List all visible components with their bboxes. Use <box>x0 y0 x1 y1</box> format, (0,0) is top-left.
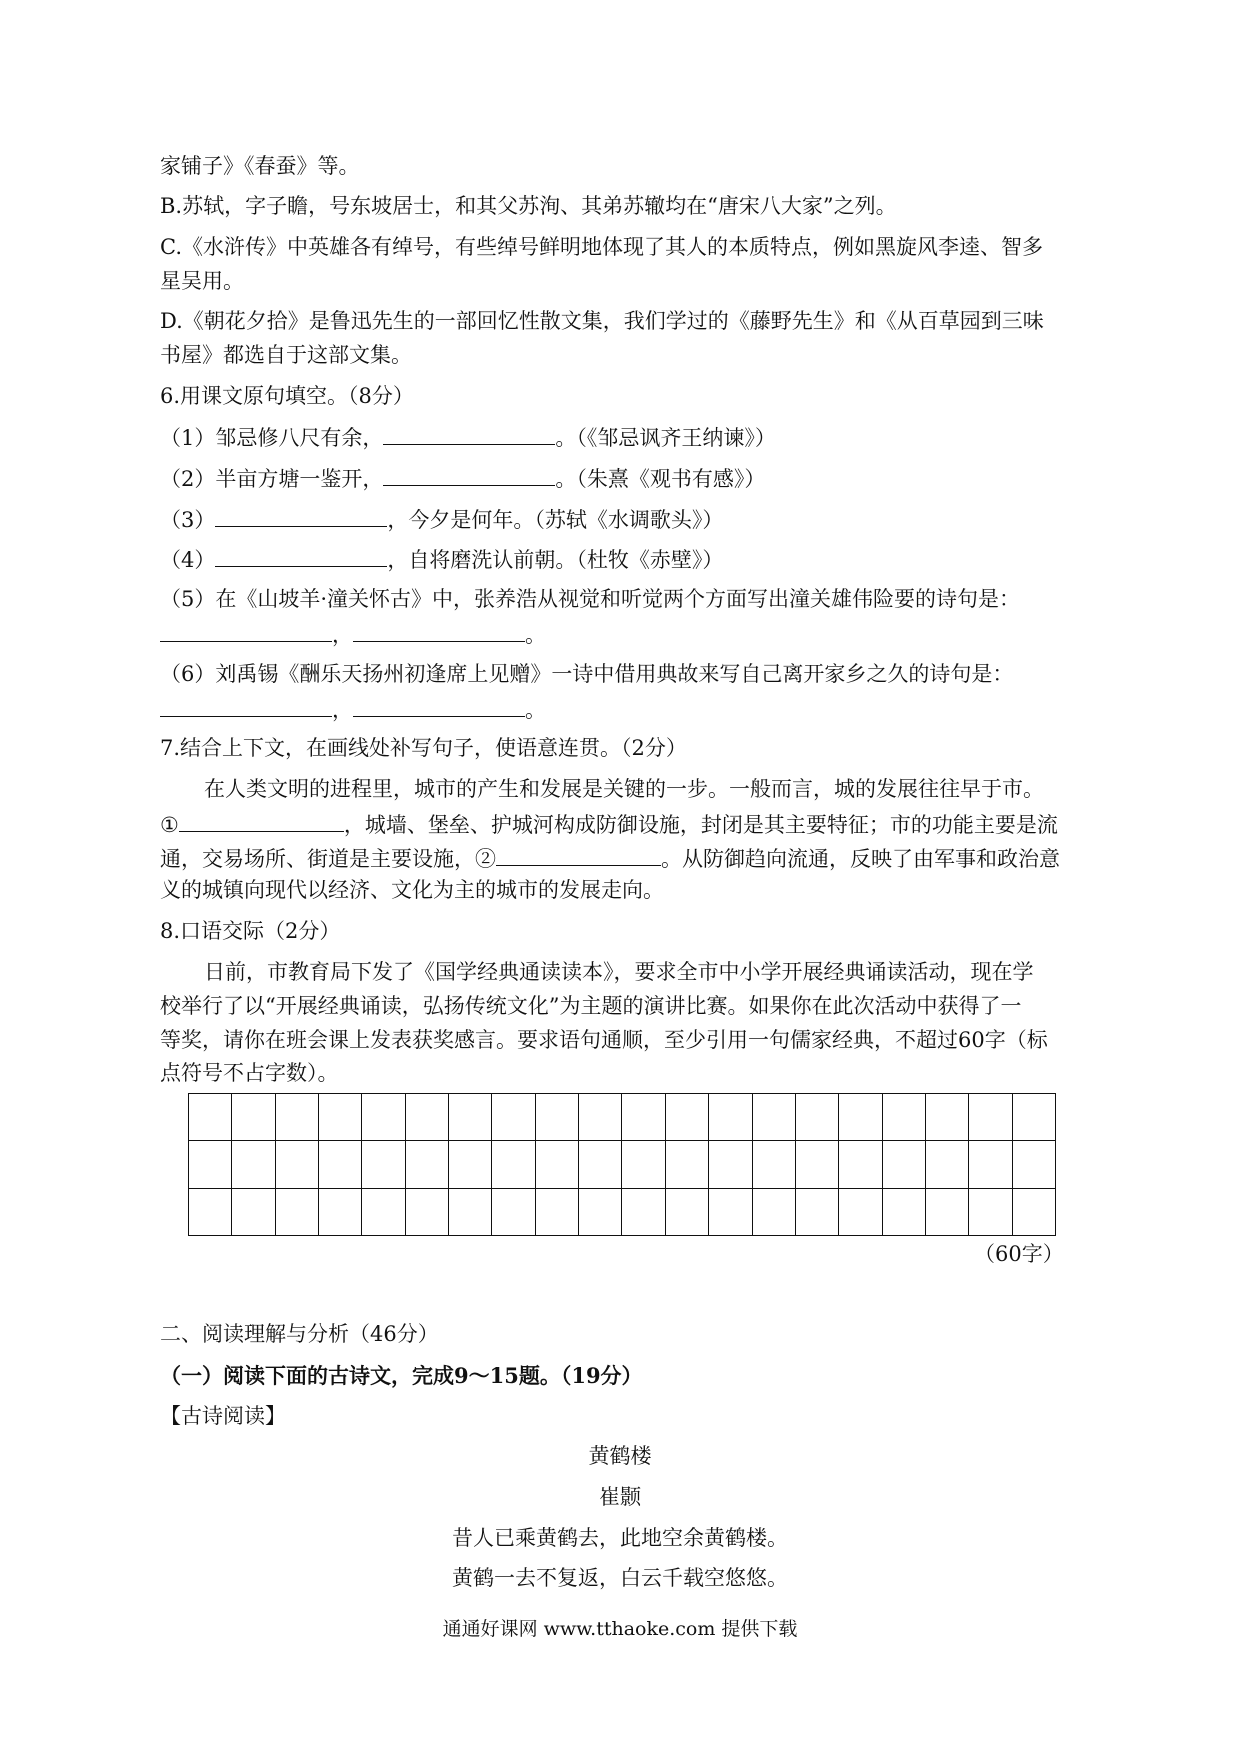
q7-para-3 <box>160 847 1060 870</box>
q6-5-sep: ， <box>332 623 353 647</box>
answer-grid-cell[interactable] <box>622 1141 665 1188</box>
poem-title: 黄鹤楼 <box>588 1444 652 1468</box>
answer-grid-cell[interactable] <box>753 1189 796 1236</box>
answer-grid-cell[interactable] <box>189 1189 232 1236</box>
option-d: D.《朝花夕拾》是鲁迅先生的一部回忆性散文集，我们学过的《藤野先生》和《从百草园到三味 <box>160 309 1044 333</box>
q7-text-3: 通，交易场所、街道是主要设施，② <box>160 847 496 871</box>
answer-grid-cell[interactable] <box>492 1141 535 1188</box>
answer-grid-cell[interactable] <box>579 1094 622 1141</box>
answer-grid-cell[interactable] <box>232 1094 275 1141</box>
answer-grid-cell[interactable] <box>666 1094 709 1141</box>
answer-grid-cell[interactable] <box>622 1094 665 1141</box>
q7-para-2 <box>160 813 1058 836</box>
answer-grid-cell[interactable] <box>319 1141 362 1188</box>
answer-grid-cell[interactable] <box>189 1141 232 1188</box>
answer-grid-cell[interactable] <box>536 1094 579 1141</box>
q8-para-1: 日前，市教育局下发了《国学经典通读读本》，要求全市中小学开展经典诵读活动，现在学 <box>204 960 1034 984</box>
q6-item-1 <box>160 426 776 449</box>
q8-para-3: 等奖，请你在班会课上发表获奖感言。要求语句通顺，至少引用一句儒家经典，不超过60字（标 <box>160 1028 1048 1052</box>
q6-item-3 <box>160 508 723 531</box>
q6-3-blank[interactable] <box>215 508 387 527</box>
q6-2-text: （2）半亩方塘一鉴开， <box>160 467 384 491</box>
answer-grid-cell[interactable] <box>883 1189 926 1236</box>
part-1-title: （一）阅读下面的古诗文，完成9～15题。（19分） <box>160 1363 643 1388</box>
q8-para-2: 校举行了以“开展经典诵读，弘扬传统文化”为主题的演讲比赛。如果你在此次活动中获得了一 <box>160 994 1022 1018</box>
q6-item-5-answer <box>160 623 546 646</box>
poem-line-1: 昔人已乘黄鹤去，此地空余黄鹤楼。 <box>452 1526 788 1550</box>
q7-blank-1[interactable] <box>179 813 344 832</box>
answer-grid-cell[interactable] <box>796 1141 839 1188</box>
answer-grid-cell[interactable] <box>276 1141 319 1188</box>
answer-grid-cell[interactable] <box>839 1141 882 1188</box>
answer-grid-cell[interactable] <box>276 1189 319 1236</box>
q6-title: 6.用课文原句填空。（8分） <box>160 384 414 408</box>
answer-grid-cell[interactable] <box>926 1094 969 1141</box>
q8-title: 8.口语交际（2分） <box>160 919 341 943</box>
grid-word-limit: （60字） <box>974 1242 1064 1266</box>
answer-grid-cell[interactable] <box>406 1141 449 1188</box>
q6-4-blank[interactable] <box>215 548 387 567</box>
q6-1-source: 。（《邹忌讽齐王纳谏》） <box>555 426 776 450</box>
q6-5-blank-b[interactable] <box>353 623 525 642</box>
answer-grid-cell[interactable] <box>883 1141 926 1188</box>
answer-grid-cell[interactable] <box>753 1094 796 1141</box>
answer-grid-cell[interactable] <box>709 1189 752 1236</box>
answer-grid-cell[interactable] <box>276 1094 319 1141</box>
answer-grid-cell[interactable] <box>232 1141 275 1188</box>
q7-mark-1: ① <box>160 813 179 837</box>
answer-grid-cell[interactable] <box>622 1189 665 1236</box>
answer-grid-cell[interactable] <box>839 1189 882 1236</box>
answer-grid-cell[interactable] <box>362 1189 405 1236</box>
q7-para-4: 义的城镇向现代以经济、文化为主的城市的发展走向。 <box>160 878 664 902</box>
answer-grid-cell[interactable] <box>319 1094 362 1141</box>
option-d-cont: 书屋》都选自于这部文集。 <box>160 343 412 367</box>
answer-grid-cell[interactable] <box>362 1141 405 1188</box>
q6-6-sep: ， <box>332 698 353 722</box>
line-l1: 家铺子》《春蚕》等。 <box>160 154 360 178</box>
answer-grid-cell[interactable] <box>579 1189 622 1236</box>
option-c: C.《水浒传》中英雄各有绰号，有些绰号鲜明地体现了其人的本质特点，例如黑旋风李逵、智多 <box>160 235 1043 259</box>
answer-grid-cell[interactable] <box>362 1094 405 1141</box>
answer-grid-cell[interactable] <box>753 1141 796 1188</box>
poem-section-label: 【古诗阅读】 <box>160 1404 286 1428</box>
answer-grid-cell[interactable] <box>926 1141 969 1188</box>
answer-grid-cell[interactable] <box>883 1094 926 1141</box>
answer-grid-cell[interactable] <box>666 1141 709 1188</box>
q6-4-text: ，自将磨洗认前朝。（杜牧《赤壁》） <box>387 548 724 572</box>
answer-grid-cell[interactable] <box>969 1189 1012 1236</box>
q6-3-num: （3） <box>160 508 216 532</box>
answer-grid-cell[interactable] <box>492 1094 535 1141</box>
answer-grid-cell[interactable] <box>406 1094 449 1141</box>
q6-5-blank-a[interactable] <box>160 623 332 642</box>
answer-grid-cell[interactable] <box>796 1189 839 1236</box>
q7-blank-2[interactable] <box>496 847 661 866</box>
poem-line-2: 黄鹤一去不复返，白云千载空悠悠。 <box>452 1566 788 1590</box>
q6-3-text: ，今夕是何年。（苏轼《水调歌头》） <box>387 508 724 532</box>
answer-grid-cell[interactable] <box>796 1094 839 1141</box>
q6-6-blank-b[interactable] <box>353 698 525 717</box>
answer-grid-cell[interactable] <box>232 1189 275 1236</box>
q6-item-4 <box>160 548 723 571</box>
answer-grid-cell[interactable] <box>406 1189 449 1236</box>
answer-grid-cell[interactable] <box>449 1141 492 1188</box>
answer-grid-cell[interactable] <box>666 1189 709 1236</box>
q6-4-num: （4） <box>160 548 216 572</box>
answer-grid-cell[interactable] <box>536 1189 579 1236</box>
answer-grid-cell[interactable] <box>492 1189 535 1236</box>
answer-grid-cell[interactable] <box>1013 1094 1056 1141</box>
answer-grid-cell[interactable] <box>449 1189 492 1236</box>
answer-grid-cell[interactable] <box>536 1141 579 1188</box>
q7-text-2: ，城墙、堡垒、护城河构成防御设施，封闭是其主要特征；市的功能主要是流 <box>343 813 1058 837</box>
answer-grid-cell[interactable] <box>709 1141 752 1188</box>
answer-grid-cell[interactable] <box>969 1141 1012 1188</box>
q8-para-4: 点符号不占字数）。 <box>160 1061 339 1085</box>
poem-author: 崔颢 <box>599 1485 641 1509</box>
q6-6-blank-a[interactable] <box>160 698 332 717</box>
q7-para-1: 在人类文明的进程里，城市的产生和发展是关键的一步。一般而言，城的发展往往早于市。 <box>204 777 1044 801</box>
q7-text-3b: 。从防御趋向流通，反映了由军事和政治意 <box>661 847 1060 871</box>
q6-item-6: （6）刘禹锡《酬乐天扬州初逢席上见赠》一诗中借用典故来写自己离开家乡之久的诗句是： <box>160 662 1014 686</box>
answer-grid-cell[interactable] <box>969 1094 1012 1141</box>
answer-grid-cell[interactable] <box>709 1094 752 1141</box>
q6-item-2 <box>160 467 765 490</box>
answer-grid-cell[interactable] <box>839 1094 882 1141</box>
answer-grid-cell[interactable] <box>449 1094 492 1141</box>
q6-item-5: （5）在《山坡羊·潼关怀古》中，张养浩从视觉和听觉两个方面写出潼关雄伟险要的诗句是： <box>160 587 1021 611</box>
q7-title: 7.结合上下文，在画线处补写句子，使语意连贯。（2分） <box>160 736 687 760</box>
q6-1-blank[interactable] <box>383 426 555 445</box>
option-b: B.苏轼，字子瞻，号东坡居士，和其父苏洵、其弟苏辙均在“唐宋八大家”之列。 <box>160 194 897 218</box>
q6-item-6-answer <box>160 698 546 721</box>
q6-6-end: 。 <box>525 698 546 722</box>
option-c-cont: 星吴用。 <box>160 269 244 293</box>
answer-grid-cell[interactable] <box>319 1189 362 1236</box>
section-2-title: 二、阅读理解与分析（46分） <box>160 1322 439 1346</box>
q6-5-end: 。 <box>525 623 546 647</box>
answer-grid-cell[interactable] <box>1013 1141 1056 1188</box>
answer-grid-cell[interactable] <box>1013 1189 1056 1236</box>
answer-grid-cell[interactable] <box>579 1141 622 1188</box>
q6-2-blank[interactable] <box>383 467 555 486</box>
q6-2-source: 。（朱熹《观书有感》） <box>555 467 766 491</box>
answer-grid-cell[interactable] <box>189 1094 232 1141</box>
page-footer: 通通好课网 www.tthaoke.com 提供下载 <box>442 1618 798 1640</box>
answer-grid[interactable] <box>188 1093 1056 1236</box>
q6-1-text: （1）邹忌修八尺有余， <box>160 426 384 450</box>
answer-grid-cell[interactable] <box>926 1189 969 1236</box>
